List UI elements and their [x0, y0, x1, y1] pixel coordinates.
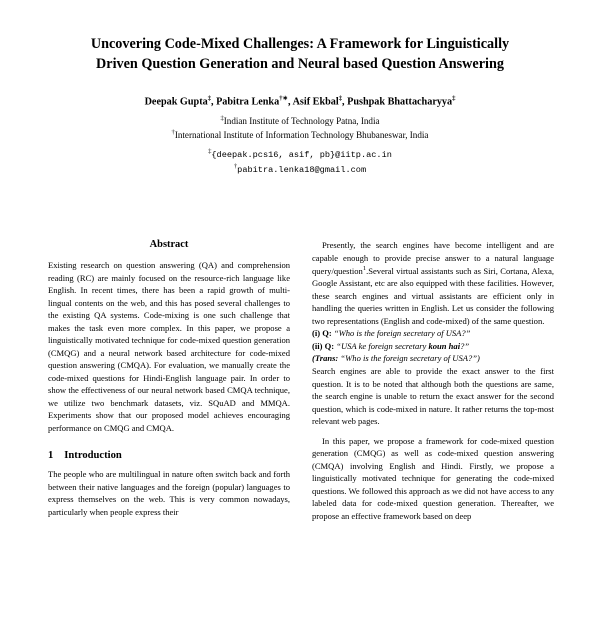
email-text-1: {deepak.pcs16, asif, pb}@iitp.ac.in: [211, 149, 392, 160]
author-name-4: Pushpak Bhattacharyya: [347, 96, 453, 108]
example-question-2-text-bold: koun hai: [428, 340, 461, 351]
email-line-2: [40, 162, 560, 177]
right-paragraph-1: [312, 239, 554, 327]
section-number: 1: [48, 450, 54, 462]
affiliation-block: [40, 114, 560, 143]
author-sup-2: †∗: [279, 95, 289, 103]
right-paragraph-3: In this paper, we propose a framework for code-mixed question generation (CMQG) as well as code-mixed question answering (CMQA) involving English and Hindi. Firstly, we propose a linguistically motivated technique for generating the code-mixed questions. We followed this approach as we did not have access to any labeled data for code-mixed question generation. Thereafter, we propose an effective framework based on deep: [312, 435, 554, 521]
email-text-2: pabitra.lenka18@gmail.com: [237, 164, 367, 175]
email-sup-1: ‡: [208, 148, 212, 156]
right-paragraph-1-b: .Several virtual assistants such as Siri, Cortana, Alexa, Google Assistant, etc are also equipped with these facilities. However, these search engines and virtual assistants are efficient only in handling the queries written in English. Let us consider the following two representations (English and code-mixed) of the same question.: [312, 265, 554, 326]
affiliation-text-2: International Institute of Information Technology Bhubaneswar, India: [174, 130, 429, 141]
two-column-body: [48, 239, 554, 522]
affiliation-text-1: Indian Institute of Technology Patna, India: [223, 115, 380, 126]
email-sup-2: †: [233, 162, 238, 170]
example-question-2-text-b: ?”: [460, 340, 470, 351]
abstract-paragraph: Existing research on question answering (QA) and comprehension reading (RC) are mainly focused on the resource-rich language like English. In recent times, there has been a rapid growth of multi-lingual contents on the web, and this has posed several challenges to the existing QA systems. Code-mixing is one such challenge that makes the task even more complex. In this paper, we propose a linguistically motivated technique for code-mixed question generation (CMQG) and a neural network based architecture for code-mixed question answering (CMQA). For evaluation, we manually create the code-mixed questions for Hindi-English language pair. In order to show the effectiveness of our neural network based CMQA technique, we utilize two benchmark datasets, viz. SQuAD and MMQA. Experiments show that our proposed model achieves encouraging performance on CMQG and CMQA.: [48, 260, 290, 433]
left-column: [48, 239, 290, 522]
right-column: [312, 239, 554, 522]
intro-paragraph-1: The people who are multilingual in nature often switch back and forth between their native languages and the foreign (popular) languages to express themselves on the web. This is very common nowadays, particularly when people express their: [48, 469, 290, 517]
affiliation-1: [40, 114, 560, 129]
example-question-2-text-a: “USA ke foreign secretary: [336, 340, 429, 351]
author-name-3: Asif Ekbal: [292, 96, 339, 108]
paper-page: [0, 34, 600, 634]
footnote-marker-1: 1: [362, 265, 367, 273]
author-sup-3: ‡: [338, 95, 343, 103]
author-sup-4: ‡: [452, 95, 456, 103]
example-question-1-label: (i) Q:: [312, 328, 332, 339]
example-question-2-label: (ii) Q:: [312, 340, 335, 351]
author-name-1: Deepak Gupta: [144, 96, 208, 108]
author-name-2: Pabitra Lenka: [216, 96, 280, 108]
title-block: [58, 34, 542, 74]
abstract-heading: Abstract: [149, 239, 189, 250]
author-sup-1: ‡: [207, 95, 211, 103]
example-question-2: [312, 340, 554, 353]
example-question-2-translation: [312, 352, 554, 365]
affiliation-2: [40, 128, 560, 143]
translation-label: (Trans:: [312, 353, 339, 364]
example-question-1-text: “Who is the foreign secretary of USA?”: [333, 328, 471, 339]
right-paragraph-2: Search engines are able to provide the exact answer to the first question. It is to be noted that although both the questions are same, the search engine is unable to return the exact answer for the second question, which is code-mixed in nature. It rather returns the top-most relevant web pages.: [312, 366, 554, 427]
affiliation-sup-1: ‡: [220, 114, 224, 122]
paper-title-line1: Uncovering Code-Mixed Challenges: A Framework for Linguistically: [90, 36, 510, 52]
section-title: Introduction: [64, 450, 122, 462]
right-paragraph-1-a: Presently, the search engines have become intelligent and are capable enough to provide precise answer to a natural language query/question: [312, 240, 554, 276]
email-line-1: [40, 147, 560, 162]
example-question-1: [312, 327, 554, 340]
author-list: Deepak Gupta‡, Pabitra Lenka†∗, Asif Ekbal‡, Pushpak Bhattacharyya‡: [144, 95, 456, 108]
email-block: [40, 147, 560, 177]
affiliation-sup-2: †: [171, 129, 175, 137]
paper-title: [58, 34, 542, 74]
translation-text: “Who is the foreign secretary of USA?”): [340, 353, 480, 364]
section-heading-introduction: [48, 450, 290, 461]
paper-title-line2: Driven Question Generation and Neural based Question Answering: [96, 56, 504, 73]
